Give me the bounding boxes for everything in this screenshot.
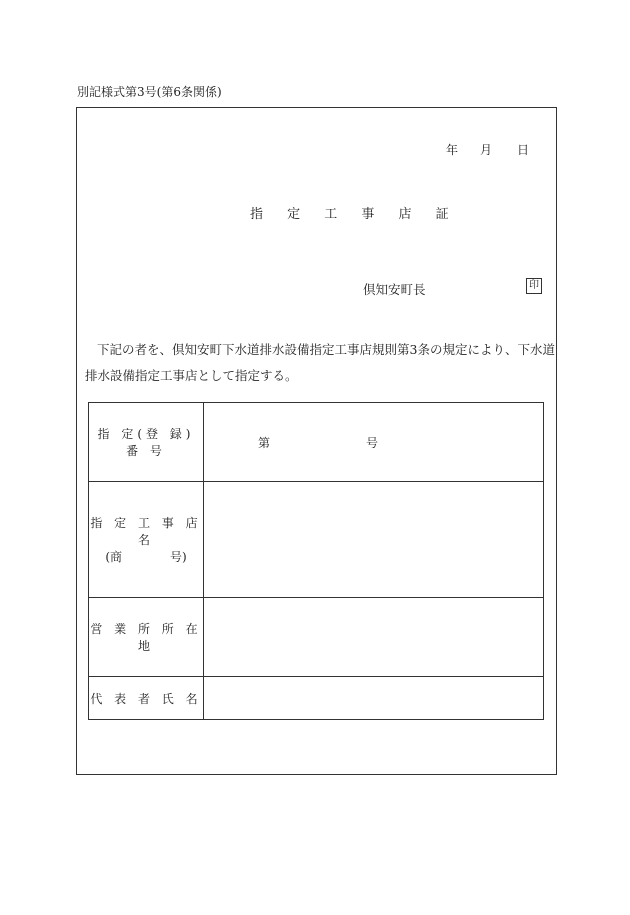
contractor-name-label [89,482,204,598]
issue-date [446,141,529,158]
form-number-label: 別記様式第3号(第6条関係) [77,85,222,99]
representative-name-label: 代 表 者 氏 名 [89,677,204,720]
number-prefix: 第 [258,435,271,450]
seal-mark: 印 [526,278,542,294]
certificate-body: 下記の者を、倶知安町下水道排水設備指定工事店規則第3条の規定により、下水道排水設備指定工事店として指定する。 [85,342,555,383]
office-address-label: 営 業 所 所 在 地 [89,597,204,676]
table-row [89,677,544,720]
month-label: 月 [480,143,493,157]
contractor-name-label-text: 指 定 工 事 店 名 [90,516,202,548]
table-row [89,482,544,598]
year-label: 年 [446,143,459,157]
number-suffix: 号 [366,435,379,450]
representative-name-value [204,677,544,720]
registration-number-value [204,403,544,482]
registration-number-label: 指 定(登 録)番 号 [89,403,204,482]
contractor-name-value [204,482,544,598]
issuer-name: 倶知安町長 [363,282,426,297]
trade-name-label: (商 号) [105,550,187,565]
certificate-title: 指 定 工 事 店 証 [250,207,459,222]
table-row [89,597,544,676]
office-address-value [204,597,544,676]
day-label: 日 [517,143,530,157]
table-row [89,403,544,482]
certificate-info-table [88,402,544,720]
